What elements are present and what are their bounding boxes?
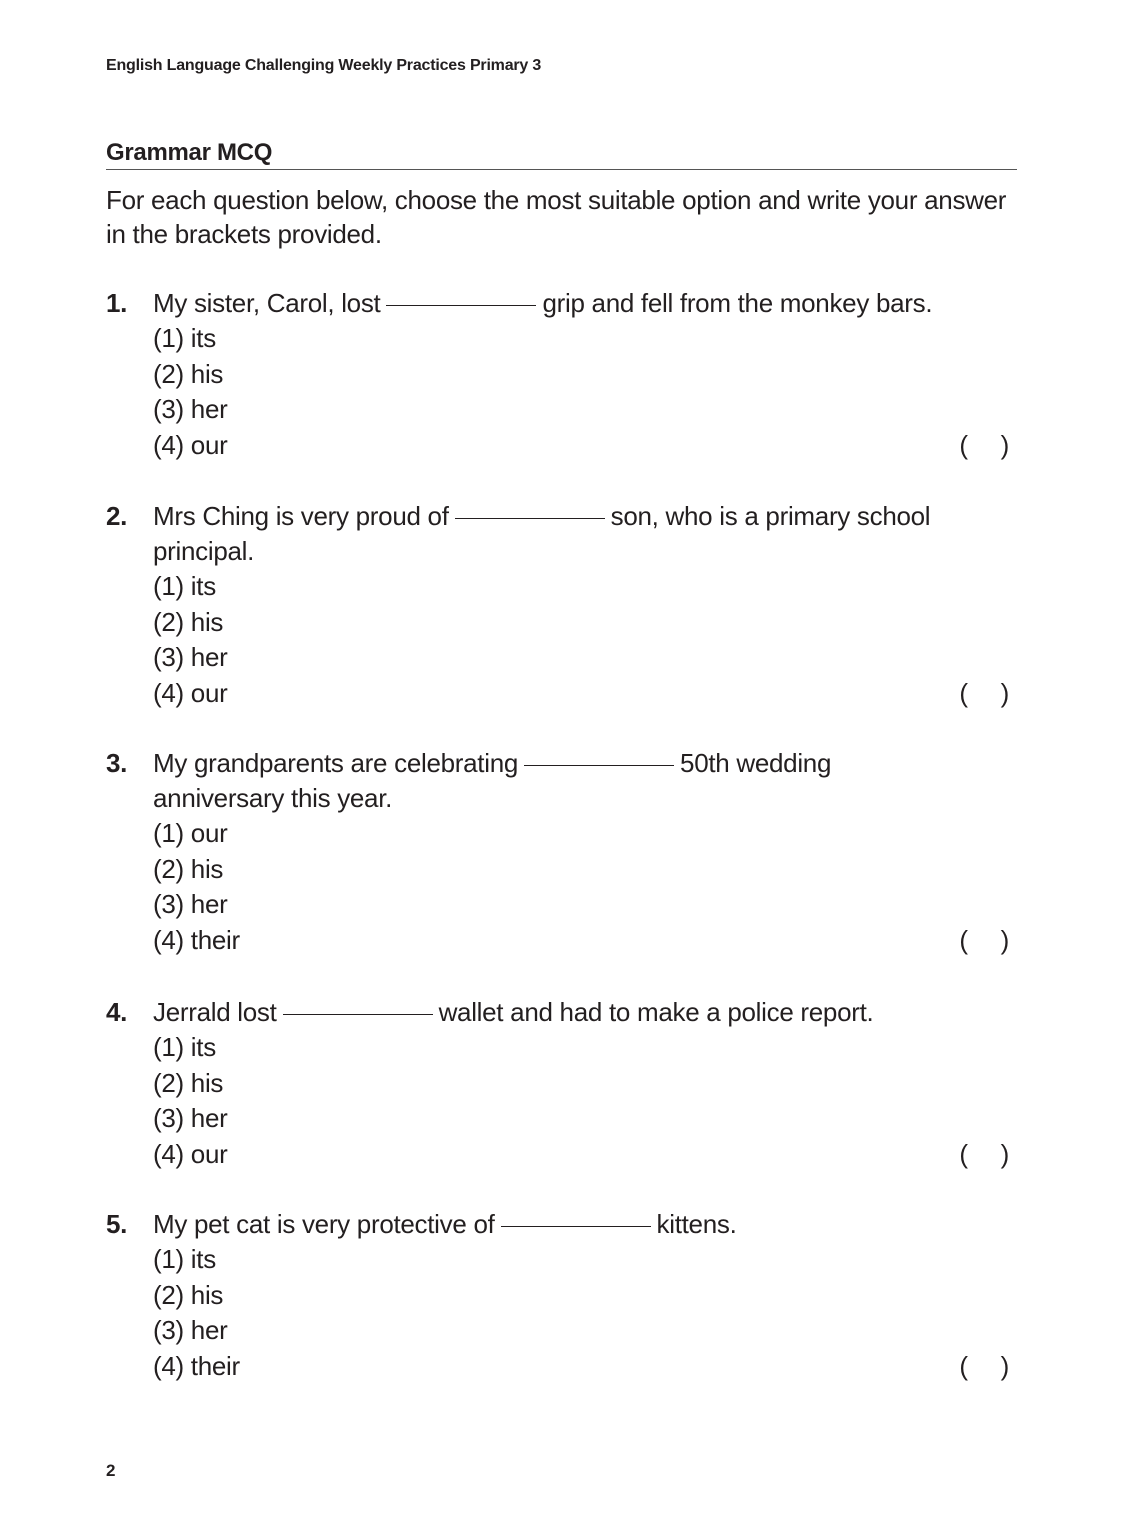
question-3 xyxy=(106,746,1017,958)
question-text-before: My grandparents are celebrating xyxy=(153,748,519,778)
question-text-after: son, who is a primary school principal. xyxy=(153,501,931,566)
option-4: (4) their xyxy=(153,1350,240,1381)
question-text-before: Mrs Ching is very proud of xyxy=(153,501,449,531)
answer-blank xyxy=(386,305,536,306)
question-text-before: Jerrald lost xyxy=(153,997,277,1027)
option-3: (3) her xyxy=(153,1315,228,1345)
question-number: 5. xyxy=(106,1209,128,1239)
option-3: (3) her xyxy=(153,642,228,672)
option-1: (1) our xyxy=(153,818,228,848)
option-4: (4) our xyxy=(153,677,228,708)
question-number: 3. xyxy=(106,748,128,778)
options-list xyxy=(153,1242,1017,1384)
question-text xyxy=(153,499,1017,569)
answer-bracket[interactable]: ( ) xyxy=(959,924,1009,955)
answer-blank xyxy=(455,518,605,519)
option-2: (2) his xyxy=(153,606,224,637)
question-text-after: kittens. xyxy=(656,1209,737,1239)
question-text xyxy=(153,995,1017,1030)
page-number: 2 xyxy=(106,1461,116,1480)
option-1: (1) its xyxy=(153,1244,216,1274)
question-text xyxy=(153,286,1017,321)
option-4: (4) our xyxy=(153,429,228,460)
question-text xyxy=(153,1207,1017,1242)
options-list xyxy=(153,1030,1017,1172)
option-4: (4) their xyxy=(153,924,240,955)
options-list xyxy=(153,816,1017,958)
question-text-before: My sister, Carol, lost xyxy=(153,288,381,318)
option-1: (1) its xyxy=(153,323,216,353)
question-number: 4. xyxy=(106,997,128,1027)
option-3: (3) her xyxy=(153,394,228,424)
answer-blank xyxy=(501,1226,651,1227)
question-2 xyxy=(106,499,1017,711)
question-1 xyxy=(106,286,1017,463)
instructions: For each question below, choose the most suitable option and write your answer in the brackets provided. xyxy=(106,185,1007,249)
option-1: (1) its xyxy=(153,1032,216,1062)
question-text-after: grip and fell from the monkey bars. xyxy=(542,288,933,318)
option-2: (2) his xyxy=(153,853,224,884)
option-1: (1) its xyxy=(153,571,216,601)
question-text xyxy=(153,746,1017,816)
question-4 xyxy=(106,995,1017,1172)
answer-bracket[interactable]: ( ) xyxy=(959,429,1009,460)
book-title-header: English Language Challenging Weekly Practices Primary 3 xyxy=(106,57,542,74)
question-text-after: 50th wedding anniversary this year. xyxy=(153,748,832,813)
answer-bracket[interactable]: ( ) xyxy=(959,1138,1009,1169)
question-5 xyxy=(106,1207,1017,1384)
answer-blank xyxy=(524,765,674,766)
answer-bracket[interactable]: ( ) xyxy=(959,677,1009,708)
option-3: (3) her xyxy=(153,889,228,919)
option-2: (2) his xyxy=(153,1279,224,1310)
question-number: 1. xyxy=(106,288,128,318)
answer-blank xyxy=(283,1014,433,1015)
option-2: (2) his xyxy=(153,358,224,389)
options-list xyxy=(153,321,1017,463)
question-text-before: My pet cat is very protective of xyxy=(153,1209,495,1239)
question-number: 2. xyxy=(106,501,128,531)
option-2: (2) his xyxy=(153,1067,224,1098)
answer-bracket[interactable]: ( ) xyxy=(959,1350,1009,1381)
option-3: (3) her xyxy=(153,1103,228,1133)
section-title: Grammar MCQ xyxy=(106,139,1017,170)
options-list xyxy=(153,569,1017,711)
option-4: (4) our xyxy=(153,1138,228,1169)
question-text-after: wallet and had to make a police report. xyxy=(438,997,874,1027)
